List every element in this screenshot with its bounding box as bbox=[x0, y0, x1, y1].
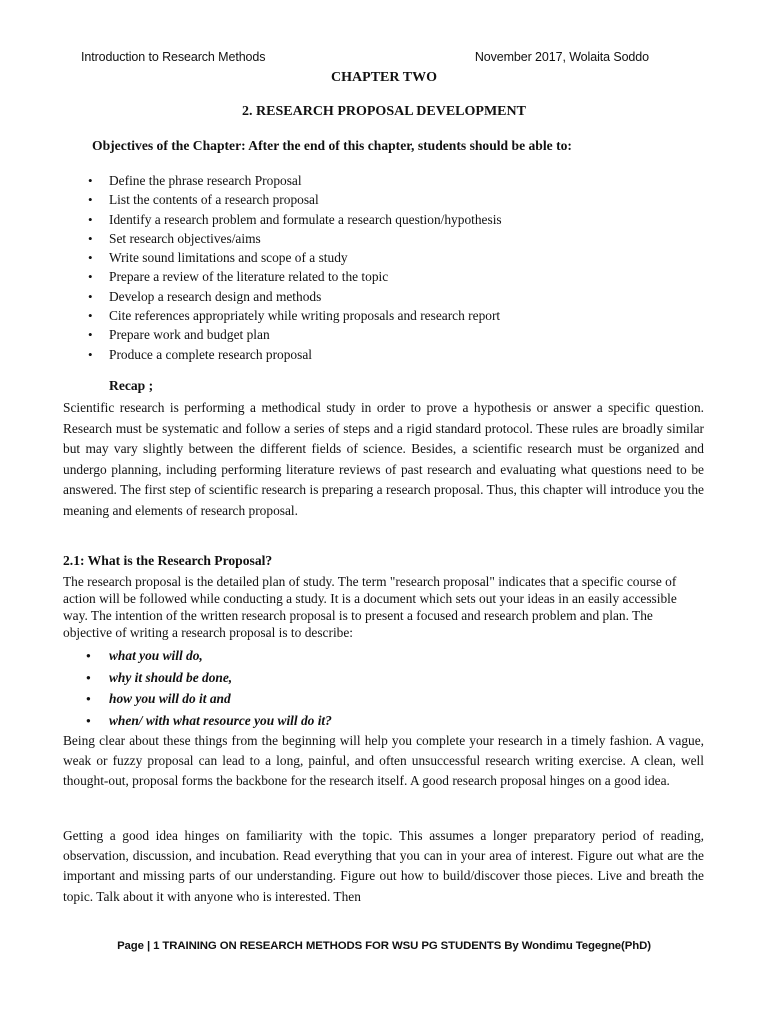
header-date-location: November 2017, Wolaita Soddo bbox=[474, 50, 649, 64]
list-item: • Prepare a review of the literature related to the topic bbox=[88, 267, 502, 286]
objectives-list bbox=[88, 171, 502, 364]
page-footer: Page | 1 TRAINING ON RESEARCH METHODS FOR WSU PG STUDENTS By Wondimu Tegegne(PhD) bbox=[117, 940, 651, 952]
list-item: • Prepare work and budget plan bbox=[88, 325, 502, 344]
chapter-title: CHAPTER TWO bbox=[331, 70, 437, 85]
section-2-1-paragraph: The research proposal is the detailed plan of study. The term "research proposal" indicates that a specific course of action will be followed while conducting a study. It is a document which sets out your ideas in an easily accessible way. The intention of the written research proposal is to present a focused and research problem and plan. The objective of writing a research proposal is to describe: bbox=[63, 574, 677, 640]
section-title: 2. RESEARCH PROPOSAL DEVELOPMENT bbox=[242, 104, 526, 119]
list-item: ● what you will do, bbox=[84, 645, 332, 667]
list-item: • Cite references appropriately while writing proposals and research report bbox=[88, 306, 502, 325]
page-header bbox=[81, 50, 649, 64]
good-idea-paragraph: Getting a good idea hinges on familiarity with the topic. This assumes a longer preparatory period of reading, observation, discussion, and incubation. Read everything that you can in your area of interest. Figure out what are the important and missing parts of our understanding. Figure out how to build/discover those pieces. Live and breath the topic. Talk about it with anyone who is interested. Then bbox=[63, 828, 704, 904]
list-item: • Produce a complete research proposal bbox=[88, 345, 502, 364]
list-item: • Develop a research design and methods bbox=[88, 287, 502, 306]
list-item: • Identify a research problem and formulate a research question/hypothesis bbox=[88, 210, 502, 229]
list-item: • Write sound limitations and scope of a study bbox=[88, 248, 502, 267]
objectives-heading: Objectives of the Chapter: After the end of this chapter, students should be able to: bbox=[92, 138, 572, 153]
section-2-1-heading: 2.1: What is the Research Proposal? bbox=[63, 553, 273, 568]
describe-list bbox=[84, 645, 332, 732]
list-item: ● how you will do it and bbox=[84, 688, 332, 710]
header-course-title: Introduction to Research Methods bbox=[81, 50, 266, 64]
recap-heading: Recap ; bbox=[109, 378, 154, 393]
clarity-paragraph: Being clear about these things from the beginning will help you complete your research in a timely fashion. A vague, weak or fuzzy proposal can lead to a long, painful, and often unsuccessful research writing exercise. A clean, well thought-out, proposal forms the backbone for the research itself. A good research proposal hinges on a good idea. bbox=[63, 733, 704, 789]
recap-paragraph: Scientific research is performing a methodical study in order to prove a hypothesis or answer a specific question. Research must be systematic and follow a series of steps and a rigid standard protocol. These rules are broadly similar but may vary slightly between the different fields of science. Besides, a scientific research must be organized and undergo planning, including performing literature reviews of past research and evaluating what questions need to be answered. The first step of scientific research is preparing a research proposal. Thus, this chapter will introduce you the meaning and elements of research proposal. bbox=[63, 400, 704, 518]
list-item: ● why it should be done, bbox=[84, 667, 332, 689]
list-item: ● when/ with what resource you will do it? bbox=[84, 710, 332, 732]
list-item: • Define the phrase research Proposal bbox=[88, 171, 502, 190]
list-item: • Set research objectives/aims bbox=[88, 229, 502, 248]
list-item: • List the contents of a research proposal bbox=[88, 190, 502, 209]
